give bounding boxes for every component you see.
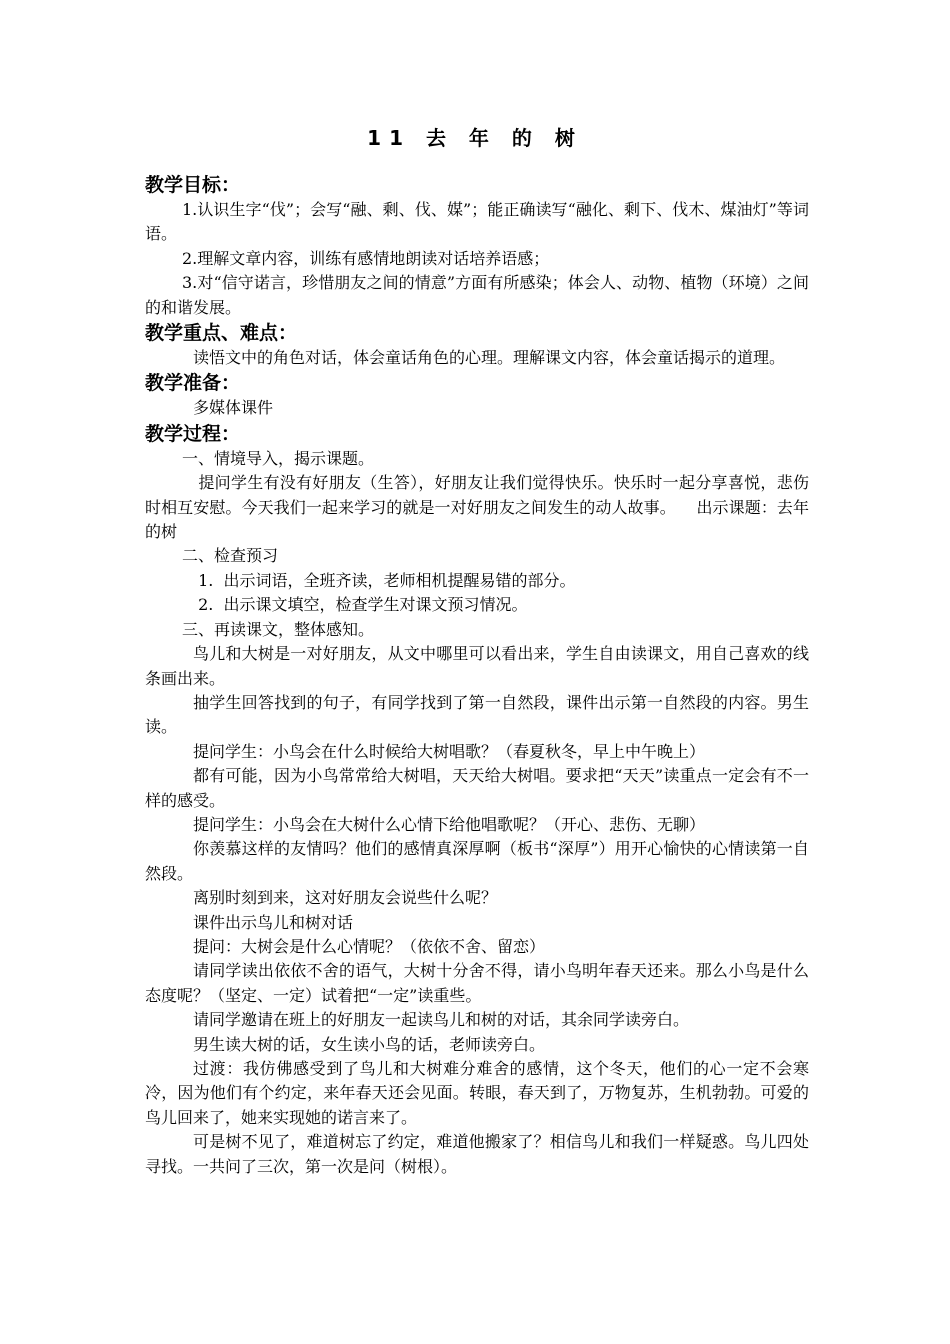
paragraph: 提问学生：小鸟会在大树什么心情下给他唱歌呢？（开心、悲伤、无聊）: [193, 814, 706, 834]
paragraph: 多媒体课件: [193, 398, 274, 418]
paragraph: 抽学生回答找到的句子，有同学找到了第一自然段，课件出示第一自然段的内容。男生读。: [145, 692, 809, 737]
paragraph: 你羡慕这样的友情吗？他们的感情真深厚啊（板书“深厚”）用开心愉快的心情读第一自然段。: [145, 839, 809, 883]
paragraph: 二、检查预习: [182, 546, 279, 566]
paragraph: 都有可能，因为小鸟常常给大树唱，天天给大树唱。要求把“天天”读重点一定会有不一样的感受。: [145, 766, 809, 810]
paragraph: 提问：大树会是什么心情呢？（依依不舍、留恋）: [193, 936, 546, 956]
section-heading-process: 教学过程：: [145, 422, 241, 445]
paragraph: 三、再读课文，整体感知。: [182, 619, 375, 639]
paragraph: 男生读大树的话，女生读小鸟的话，老师读旁白。: [193, 1034, 546, 1054]
paragraph: 鸟儿和大树是一对好朋友，从文中哪里可以看出来，学生自由读课文，用自己喜欢的线条画出来。: [145, 644, 809, 688]
paragraph: 过渡：我仿佛感受到了鸟儿和大树难分难舍的感情，这个冬天，他们的心一定不会寒冷，因为他们有个约定，来年春天还会见面。转眼，春天到了，万物复苏，生机勃勃。可爱的鸟儿回来了，她来实现她的诺言来了。: [145, 1059, 809, 1127]
paragraph: 2.理解文章内容，训练有感情地朗读对话培养语感；: [182, 248, 550, 268]
paragraph: 提问学生有没有好朋友（生答），好朋友让我们觉得快乐。快乐时一起分享喜悦，悲伤时相互安慰。今天我们一起来学习的就是一对好朋友之间发生的动人故事。 出示课题：去年的树: [145, 473, 809, 542]
section-heading-objectives: 教学目标：: [145, 174, 241, 196]
paragraph: 一、情境导入，揭示课题。: [182, 448, 375, 468]
section-heading-key-points: 教学重点、难点：: [145, 322, 298, 345]
document-title: 11 去 年 的 树: [367, 126, 583, 150]
paragraph: 提问学生：小鸟会在什么时候给大树唱歌？（春夏秋冬，早上中午晚上）: [193, 741, 706, 761]
paragraph: 2. 出示课文填空，检查学生对课文预习情况。: [193, 595, 528, 615]
paragraph: 读悟文中的角色对话，体会童话角色的心理。理解课文内容，体会童话揭示的道理。: [193, 348, 786, 368]
paragraph: 1.认识生字“伐”；会写“融、剩、伐、媒”；能正确读写“融化、剩下、伐木、煤油灯”等词语。: [145, 200, 809, 244]
paragraph: 请同学邀请在班上的好朋友一起读鸟儿和树的对话，其余同学读旁白。: [193, 1010, 690, 1030]
paragraph: 离别时刻到来，这对好朋友会说些什么呢？: [193, 888, 498, 908]
paragraph: 1. 出示词语，全班齐读，老师相机提醒易错的部分。: [193, 570, 576, 590]
section-heading-preparation: 教学准备：: [145, 372, 241, 395]
paragraph: 3.对“信守诺言，珍惜朋友之间的情意”方面有所感染；体会人、动物、植物（环境）之间的和谐发展。: [145, 273, 809, 317]
paragraph: 课件出示鸟儿和树对话: [193, 912, 354, 932]
document-body: [145, 172, 809, 1179]
paragraph: 请同学读出依依不舍的语气，大树十分舍不得，请小鸟明年春天还来。那么小鸟是什么态度呢？（坚定、一定）试着把“一定”读重些。: [145, 961, 809, 1005]
paragraph: 可是树不见了，难道树忘了约定，难道他搬家了？相信鸟儿和我们一样疑惑。鸟儿四处寻找。一共问了三次，第一次是问（树根）。: [145, 1132, 809, 1176]
